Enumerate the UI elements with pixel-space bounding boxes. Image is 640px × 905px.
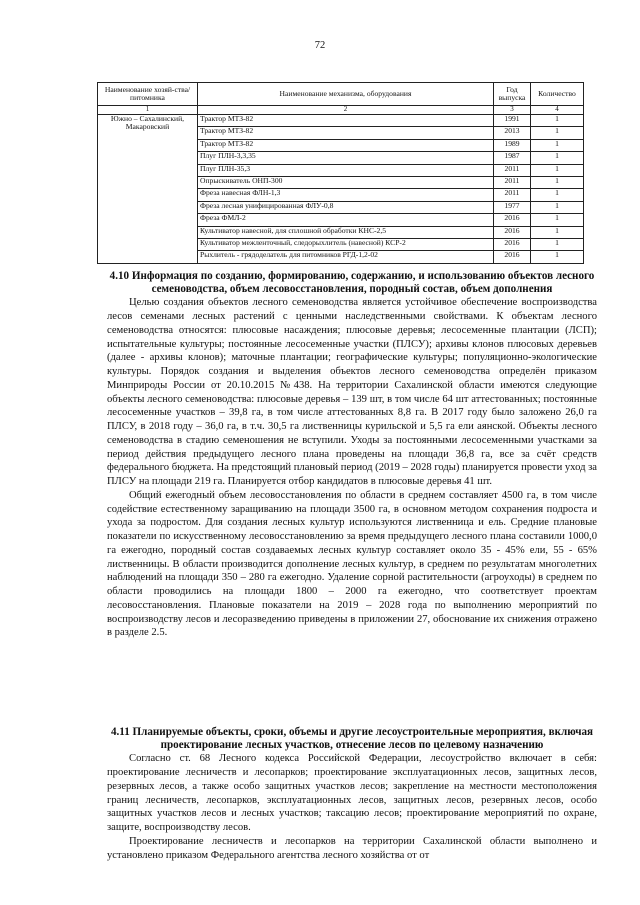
equipment-qty: 1 [531,127,584,139]
equipment-year: 2016 [494,226,531,238]
section-4-10-paragraph-1: Целью создания объектов лесного семеноводства является устойчивое обеспечение воспроизводства лесов семенами лесных растений с ценными наследственными свойствами. К объектам лесного семеноводства относятся: плюсовые насаждения; плюсовые деревья; лесосеменные плантации (ЛСП); испытательные культуры; постоянные лесосеменные участки (ПЛСУ); архивы клонов плюсовых деревьев (далее - архивы клонов); маточные плантации; географические культуры; популяционно-экологические культуры. Порядок создания и выделения объектов лесного семеноводства определён приказом Минприроды России от 20.10.2015 №438. На территории Сахалинской области имеются следующие объекты лесного семеноводства: плюсовые деревья – 139 шт, в том числе 64 шт аттестованных; постоянные лесосеменные участков – 39,8 га, в том числе аттестованных 8,8 га. В 2017 году было заложено 26,0 га ПЛСУ, в 2018 году – 36,0 га, в т.ч. 30,5 га лиственницы курильской и 5,5 га ели аянской. Объекты лесного семеноводства в стадию семеношения не вступили. Уходы за постоянными лесосеменными участками за период действия предыдущего лесного плана проведены на площади 36,8 га, все за счёт средств федерального бюджета. На предстоящий плановый период (2019 – 2028 годы) планируется провести уход за ПЛСУ на площади 219 га. Планируется отбор кандидатов в плюсовые деревья 41 шт. [107,297,597,488]
equipment-name: Плуг ПЛН-3,3,35 [198,152,494,164]
page-number: 72 [314,40,326,51]
equipment-year: 2011 [494,176,531,188]
section-4-11-heading: 4.11 Планируемые объекты, сроки, объемы и другие лесоустроительные мероприятия, включая проектирование лесных участков, отнесение лесов по целевому назначению [110,726,594,752]
table-row [98,115,584,127]
equipment-qty: 1 [531,189,584,201]
equipment-qty: 1 [531,152,584,164]
equipment-name: Фреза лесная унифицированная ФЛУ-0,8 [198,201,494,213]
equipment-name: Опрыскиватель ОНП-300 [198,176,494,188]
column-number: 3 [494,106,531,115]
column-number: 1 [98,106,198,115]
equipment-qty: 1 [531,115,584,127]
section-4-10-paragraph-2: Общий ежегодный объем лесовосстановления по области в среднем составляет 4500 га, в том числе содействие естественному заращиванию на площади 3500 га, в основном методом сохранения подроста и ухода за подростом. Для создания лесных культур используются лиственница и ель. Средние плановые показатели по искусственному лесовосстановлению за время предыдущего лесного плана составили 1000,0 га ежегодно, породный состав создаваемых лесных культур составляет около 35 - 45% ели, 55 - 65% лиственницы. В области производится дополнение лесных культур, в среднем по результатам многолетних наблюдений на площади 350 – 280 га ежегодно. Удаление сорной растительности (агроуходы) в среднем по области проводились на площади 1800 – 2000 га ежегодно, что соответствует проектам лесовосстановления. Плановые показатели на 2019 – 2028 года по выполнению мероприятий по воспроизводству лесов и лесоразведению приведены в приложении 27, обоснование их снижения отражено в разделе 2.5. [107,489,597,639]
equipment-name: Плуг ПЛН-35,3 [198,164,494,176]
header-equipment: Наименование механизма, оборудования [198,83,494,106]
column-number: 4 [531,106,584,115]
equipment-year: 1991 [494,115,531,127]
equipment-year: 2011 [494,164,531,176]
equipment-name: Рыхлитель - грядоделатель для питомников РГД-1,2-02 [198,251,494,263]
section-4-10-heading: 4.10 Информация по созданию, формированию, содержанию, и использованию объектов лесного семеноводства, объем лесовосстановления, породный состав, объем дополнения [109,270,595,296]
equipment-qty: 1 [531,226,584,238]
equipment-year: 2016 [494,214,531,226]
equipment-year: 2016 [494,251,531,263]
table-header-row [98,83,584,106]
section-4-10 [107,270,597,640]
equipment-name: Фреза навесная ФЛН-1,3 [198,189,494,201]
equipment-qty: 1 [531,201,584,213]
equipment-name: Трактор МТЗ-82 [198,139,494,151]
equipment-year: 2013 [494,127,531,139]
section-4-11-paragraph-1: Согласно ст. 68 Лесного кодекса Российской Федерации, лесоустройство включает в себя: проектирование лесничеств и лесопарков; проектирование эксплуатационных лесов, защитных лесов, резервных лесов, а также особо защитных участков лесов; закрепление на местности местоположения границ лесничеств, лесопарков, эксплуатационных лесов, защитных лесов, резервных лесов, особо защитных участков лесов и лесных участков; таксацию лесов; проектирование мероприятий по охране, защите, воспроизводству лесов. [107,753,597,834]
equipment-year: 2016 [494,238,531,250]
header-year: Год выпуска [494,83,531,106]
equipment-qty: 1 [531,139,584,151]
equipment-year: 1987 [494,152,531,164]
equipment-name: Культиватор межленточный, следорыхлитель (навесной) КСР-2 [198,238,494,250]
equipment-name: Фреза ФМЛ-2 [198,214,494,226]
section-4-11 [107,726,597,862]
equipment-qty: 1 [531,164,584,176]
equipment-year: 2011 [494,189,531,201]
equipment-table [97,82,584,264]
column-number: 2 [198,106,494,115]
equipment-qty: 1 [531,214,584,226]
equipment-name: Трактор МТЗ-82 [198,115,494,127]
equipment-year: 1989 [494,139,531,151]
equipment-qty: 1 [531,238,584,250]
equipment-qty: 1 [531,251,584,263]
header-quantity: Количество [531,83,584,106]
section-4-11-paragraph-2: Проектирование лесничеств и лесопарков на территории Сахалинской области выполнено и установлено приказом Федерального агентства лесного хозяйства от от [107,835,597,861]
equipment-name: Трактор МТЗ-82 [198,127,494,139]
equipment-name: Культиватор навесной, для сплошной обработки КНС-2,5 [198,226,494,238]
header-farm: Наименование хозяй-ства/питомника [98,83,198,106]
equipment-year: 1977 [494,201,531,213]
equipment-qty: 1 [531,176,584,188]
farm-cell: Южно – Сахалинский, Макаровский [98,115,198,264]
